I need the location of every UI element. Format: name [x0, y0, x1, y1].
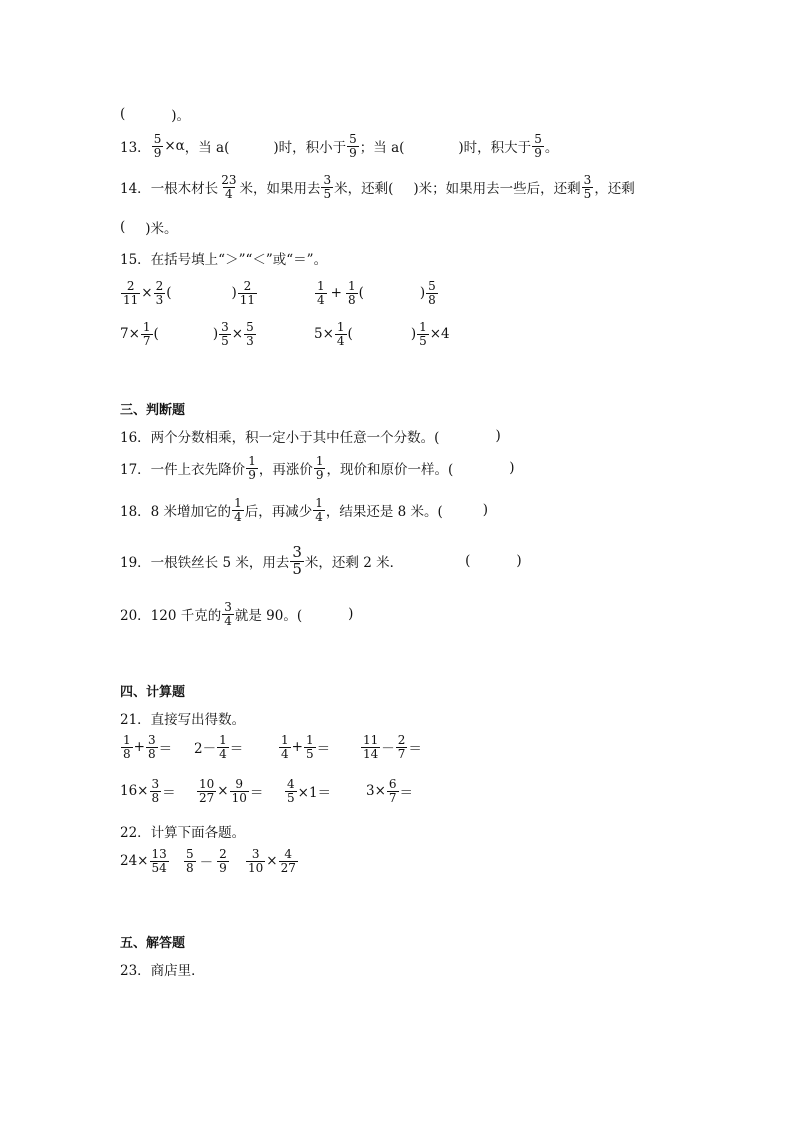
text-fragment: 3 — [224, 600, 232, 614]
q13-text-1: ，当 a( — [184, 140, 230, 157]
text-fragment: 米，还剩 2 米． — [304, 555, 404, 572]
q12-close-paren: )。 — [171, 108, 191, 124]
text-fragment: 9 — [315, 467, 324, 482]
text-fragment: ( — [465, 553, 471, 570]
fraction — [279, 734, 291, 760]
q21-item-2 — [194, 734, 243, 760]
text-fragment: + — [133, 739, 145, 756]
text-fragment: ( — [166, 285, 172, 302]
text-fragment: ＝ — [316, 741, 331, 758]
fraction — [219, 321, 231, 347]
text-fragment: 3 — [151, 777, 160, 791]
text-fragment: 1 — [142, 320, 151, 334]
question-18 — [120, 497, 488, 523]
text-fragment: ＝ — [229, 741, 244, 758]
question-14-continued — [120, 217, 178, 237]
text-fragment: 1 — [336, 320, 345, 334]
text-fragment: 2 — [126, 279, 135, 293]
q14-fraction-2 — [321, 174, 333, 200]
fraction — [346, 280, 358, 306]
text-fragment: 7 — [397, 746, 406, 761]
text-fragment: ( — [358, 285, 364, 302]
text-fragment: 5 — [349, 132, 357, 146]
question-15 — [120, 248, 327, 268]
q22-item-3 — [245, 848, 299, 874]
fraction — [230, 778, 249, 804]
text-fragment: 1 — [219, 733, 227, 747]
fraction — [290, 545, 304, 578]
q14-number: 14． — [120, 181, 151, 198]
fraction — [314, 455, 326, 481]
text-fragment: 11 — [123, 292, 139, 307]
text-fragment: 1 — [315, 496, 323, 510]
fraction — [304, 734, 316, 760]
text-fragment: － — [199, 855, 214, 872]
text-fragment: 1 — [248, 454, 256, 468]
text-fragment: 9 — [248, 467, 256, 482]
q13-fraction-2 — [347, 133, 359, 159]
text-fragment: 20．120 千克的 — [120, 608, 222, 625]
text-fragment: 10 — [199, 777, 215, 791]
text-fragment: 18．8 米增加它的 — [120, 504, 232, 521]
fraction — [217, 734, 229, 760]
text-fragment: ×4 — [429, 326, 450, 343]
fraction — [146, 734, 158, 760]
q14-close-text: )米。 — [145, 221, 178, 237]
text-fragment: 5 — [419, 333, 427, 348]
text-fragment: 9 — [219, 860, 227, 875]
text-fragment: ) — [410, 326, 417, 343]
q13-text-3: ；当 a( — [359, 140, 405, 157]
question-23 — [120, 959, 205, 979]
text-fragment: 后，再减少 — [244, 504, 313, 521]
text-fragment: + — [330, 285, 342, 302]
text-fragment: ) — [495, 428, 501, 444]
fraction — [197, 778, 216, 804]
text-fragment: 8 — [147, 746, 156, 761]
fraction — [222, 601, 234, 627]
text-fragment: 1 — [234, 496, 242, 510]
question-20 — [120, 601, 353, 627]
text-fragment: 2 — [219, 847, 227, 861]
text-fragment: × — [231, 326, 244, 343]
question-22 — [120, 821, 245, 841]
text-fragment: 27 — [199, 790, 215, 805]
text-fragment: ＝ — [399, 785, 414, 802]
text-fragment: ＝ — [158, 741, 173, 758]
text-fragment: 8 — [347, 292, 356, 307]
fraction — [361, 734, 380, 760]
text-fragment: 13 — [151, 847, 167, 861]
text-fragment: 2－ — [194, 741, 217, 758]
q21-item-3 — [278, 734, 330, 760]
fraction — [217, 848, 229, 874]
text-fragment: 1 — [315, 454, 324, 468]
q14-fraction-3 — [582, 174, 594, 200]
q14-fraction-1 — [219, 174, 238, 200]
text-fragment: 27 — [280, 860, 296, 875]
text-fragment: 16× — [120, 783, 149, 800]
q14-text-5: ，还剩 — [594, 181, 635, 198]
text-fragment: 54 — [151, 860, 167, 875]
text-fragment: 4 — [315, 509, 323, 524]
text-fragment: 3 — [292, 543, 302, 561]
fraction — [246, 848, 265, 874]
text-fragment: 17．一件上衣先降价 — [120, 462, 246, 479]
question-19 — [120, 545, 522, 578]
text-fragment: 5× — [314, 326, 334, 343]
text-fragment: 5 — [428, 279, 436, 293]
text-fragment: ，结果还是 8 米。( — [325, 504, 443, 521]
fraction — [426, 280, 438, 306]
text-fragment: × — [141, 285, 153, 302]
q21-item-5 — [120, 778, 176, 804]
text-fragment: 9 — [153, 145, 162, 160]
fraction — [150, 848, 169, 874]
fraction — [279, 848, 298, 874]
text-fragment: 3 — [155, 292, 164, 307]
text-fragment: 7× — [120, 326, 140, 343]
question-17 — [120, 455, 515, 481]
text-fragment: 3 — [147, 733, 156, 747]
text-fragment: ×1＝ — [297, 785, 332, 802]
text-fragment: 5 — [583, 186, 592, 201]
text-fragment: 7 — [142, 333, 151, 348]
text-fragment: 4 — [284, 847, 293, 861]
text-fragment: 16．两个分数相乘，积一定小于其中任意一个分数。( — [120, 430, 440, 446]
text-fragment: 5 — [186, 847, 194, 861]
text-fragment: 19．一根铁丝长 5 米，用去 — [120, 555, 290, 572]
text-fragment: ，再涨价 — [258, 462, 313, 479]
q15-row1-left — [120, 280, 258, 306]
text-fragment: ) — [509, 460, 515, 477]
text-fragment: 24× — [120, 853, 149, 870]
text-fragment: 4 — [287, 777, 295, 791]
text-fragment: 3× — [366, 783, 386, 800]
text-fragment: 5 — [246, 320, 254, 334]
q12-open-paren: ( — [120, 106, 126, 122]
q21-item-1 — [120, 734, 172, 760]
fraction — [315, 280, 327, 306]
text-fragment: 11 — [239, 292, 256, 307]
q14-text-1: 一根木材长 — [150, 181, 219, 198]
q14-text-2: 米，如果用去 — [239, 181, 321, 198]
q13-number: 13． — [120, 140, 151, 157]
text-fragment: 5 — [534, 132, 542, 146]
text-fragment: 3 — [246, 333, 254, 348]
text-fragment: 5 — [221, 333, 229, 348]
text-fragment: 5 — [323, 186, 332, 201]
text-fragment: 8 — [151, 790, 160, 805]
q15-row2-right — [314, 321, 450, 347]
fraction — [141, 321, 153, 347]
fraction — [184, 848, 196, 874]
q22-item-1 — [120, 848, 170, 874]
q14-open-paren: ( — [120, 219, 126, 235]
text-fragment: 1 — [305, 733, 314, 747]
q22-item-2 — [183, 848, 230, 874]
text-fragment: ) — [419, 285, 426, 302]
text-fragment: 3 — [221, 320, 229, 334]
text-fragment: ( — [153, 326, 159, 343]
q13-end: 。 — [544, 140, 559, 157]
text-fragment: 22．计算下面各题。 — [120, 825, 246, 841]
q15-text: 15．在括号填上“＞”“＜”或“＝”。 — [120, 252, 328, 268]
question-21 — [120, 708, 245, 728]
text-fragment: 9 — [534, 145, 542, 160]
question-14 — [120, 174, 635, 200]
text-fragment: 7 — [388, 790, 397, 805]
section-3-heading: 三、判断题 — [120, 403, 186, 418]
text-fragment: 4 — [234, 509, 242, 524]
text-fragment: 3 — [583, 173, 592, 187]
fraction — [244, 321, 256, 347]
text-fragment: 4 — [317, 292, 325, 307]
text-fragment: ) — [482, 502, 489, 519]
text-fragment: ，现价和原价一样。( — [326, 462, 454, 479]
text-fragment: 2 — [155, 279, 164, 293]
text-fragment: × — [266, 853, 278, 870]
q21-item-8 — [366, 778, 413, 804]
question-13 — [120, 133, 558, 159]
text-fragment: ＝ — [408, 741, 422, 758]
fraction — [121, 734, 133, 760]
q12-tail — [120, 104, 190, 124]
text-fragment: 2 — [243, 279, 252, 293]
text-fragment: 9 — [235, 777, 244, 791]
text-fragment: × — [217, 783, 229, 800]
text-fragment: 10 — [248, 860, 264, 875]
text-fragment: 就是 90。( — [234, 608, 303, 625]
q21-item-7 — [284, 778, 331, 804]
q13-text-2: )时，积小于 — [273, 140, 347, 157]
text-fragment: 23．商店里． — [120, 963, 205, 979]
section-4-heading: 四、计算题 — [120, 685, 186, 700]
text-fragment: 4 — [336, 333, 345, 348]
fraction — [238, 280, 257, 306]
q13-times-a: ×α — [164, 138, 185, 155]
text-fragment: 1 — [419, 320, 427, 334]
fraction — [232, 497, 244, 523]
fraction — [396, 734, 408, 760]
q21-item-6 — [196, 778, 263, 804]
fraction — [313, 497, 325, 523]
fraction — [335, 321, 347, 347]
text-fragment: ) — [516, 553, 522, 570]
q13-fraction-3 — [532, 133, 544, 159]
text-fragment: 6 — [388, 777, 397, 791]
text-fragment: 5 — [292, 559, 302, 578]
text-fragment: ) — [212, 326, 219, 343]
question-16 — [120, 426, 501, 446]
text-fragment: 1 — [281, 733, 289, 747]
q21-item-4 — [360, 734, 422, 760]
text-fragment: 9 — [349, 145, 357, 160]
text-fragment: 21．直接写出得数。 — [120, 712, 246, 728]
text-fragment: 14 — [363, 746, 379, 761]
text-fragment: ＝ — [249, 785, 264, 802]
text-fragment: 1 — [123, 733, 131, 747]
q13-text-4: )时，积大于 — [458, 140, 532, 157]
text-fragment: 5 — [305, 746, 314, 761]
text-fragment: 4 — [219, 746, 227, 761]
text-fragment: ) — [348, 606, 354, 623]
fraction — [150, 778, 162, 804]
text-fragment: 3 — [323, 173, 332, 187]
q14-text-4: )米；如果用去一些后，还剩 — [413, 181, 581, 198]
text-fragment: 5 — [287, 790, 295, 805]
q13-fraction-1 — [152, 133, 164, 159]
text-fragment: ) — [231, 285, 237, 302]
q15-row1-right — [314, 280, 439, 306]
fraction — [417, 321, 429, 347]
text-fragment: 2 — [397, 733, 406, 747]
q14-text-3: 米，还剩( — [334, 181, 394, 198]
text-fragment: 5 — [153, 132, 162, 146]
text-fragment: 10 — [231, 790, 247, 805]
text-fragment: 4 — [281, 746, 289, 761]
fraction — [121, 280, 140, 306]
text-fragment: + — [291, 739, 303, 756]
text-fragment: 1 — [347, 279, 356, 293]
q15-row2-left — [120, 321, 257, 347]
fraction — [285, 778, 297, 804]
text-fragment: － — [381, 741, 395, 758]
text-fragment: 23 — [221, 173, 237, 187]
text-fragment: 11 — [363, 733, 379, 747]
fraction — [387, 778, 399, 804]
section-5-heading: 五、解答题 — [120, 936, 186, 951]
text-fragment: ( — [347, 326, 353, 343]
fraction — [154, 280, 166, 306]
text-fragment: 8 — [123, 746, 131, 761]
text-fragment: 8 — [186, 860, 194, 875]
fraction — [246, 455, 258, 481]
text-fragment: ＝ — [162, 785, 176, 802]
text-fragment: 4 — [225, 186, 233, 201]
text-fragment: 8 — [428, 292, 436, 307]
text-fragment: 3 — [251, 847, 260, 861]
text-fragment: 4 — [224, 613, 232, 628]
text-fragment: 1 — [317, 279, 325, 293]
